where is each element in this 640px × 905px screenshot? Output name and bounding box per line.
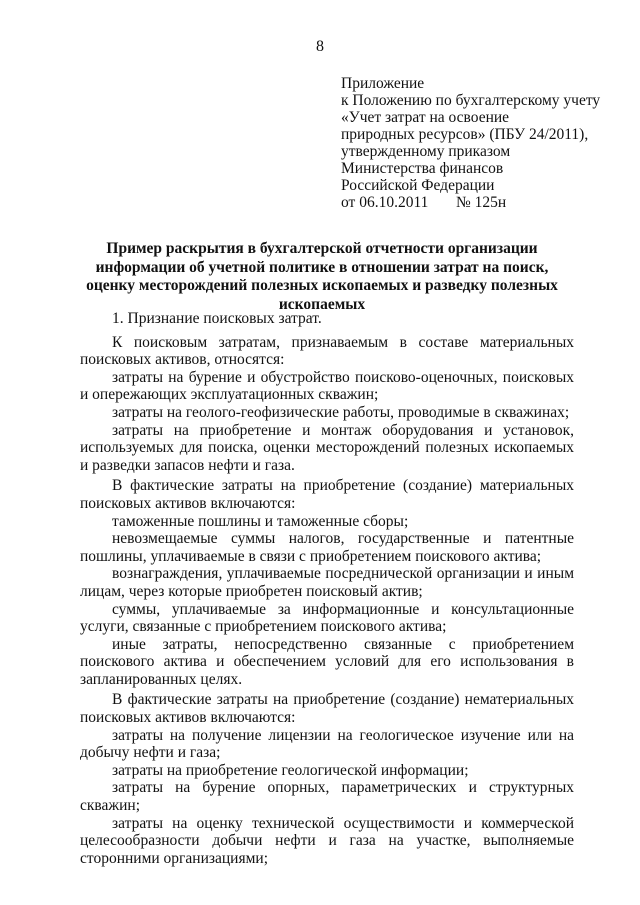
page-number: 8 [316,38,324,55]
appendix-line: природных ресурсов» (ПБУ 24/2011), [341,126,589,143]
paragraph: затраты на бурение опорных, параметрических и структурных скважин; [80,779,574,815]
paragraph: затраты на оценку технической осуществимости и коммерческой целесообразности добычи нефти и газа на участке, выполняемые сторонними организациями; [80,814,574,867]
appendix-line: Российской Федерации [341,177,495,194]
paragraph: невозмещаемые суммы налогов, государственные и патентные пошлины, уплачиваемые в связи с приобретением поискового актива; [80,530,574,565]
appendix-line: Приложение [341,75,425,92]
paragraph: затраты на приобретение геологической информации; [112,761,469,779]
paragraph: затраты на геолого-геофизические работы, проводимые в скважинах; [112,403,570,421]
paragraph: К поисковым затратам, признаваемым в составе материальных поисковых активов, относятся: [80,333,574,369]
appendix-date-line [341,194,631,211]
paragraph: вознаграждения, уплачиваемые посреднической организации и иным лицам, через которые приобретен поисковый актив; [80,565,574,600]
paragraph: затраты на бурение и обустройство поисково-оценочных, поисковых и опережающих эксплуатационных скважин; [80,368,574,404]
appendix-block [341,75,631,211]
paragraph: затраты на получение лицензии на геологическое изучение или на добычу нефти и газа; [80,726,574,762]
paragraph: В фактические затраты на приобретение (создание) материальных поисковых активов включаются: [80,477,574,512]
appendix-line: к Положению по бухгалтерскому учету [341,92,601,109]
appendix-line: утвержденному приказом [341,143,511,160]
document-body [80,310,574,867]
paragraph: иные затраты, непосредственно связанные с приобретением поискового актива и обеспечением условий для его использования в запланированных целях. [80,635,574,688]
order-number: № 125н [456,194,507,211]
document-title: Пример раскрытия в бухгалтерской отчетности организации информации об учетной политике в отношении затрат на поиск, оценку месторождений полезных ископаемых и разведку полезных ископаемых [86,240,558,313]
section-heading: 1. Признание поисковых затрат. [112,310,322,327]
paragraph: таможенные пошлины и таможенные сборы; [112,512,409,530]
order-date: от 06.10.2011 [341,194,429,211]
paragraph: суммы, уплачиваемые за информационные и консультационные услуги, связанные с приобретением поискового актива; [80,600,574,636]
appendix-line: «Учет затрат на освоение [341,109,510,126]
appendix-line: Министерства финансов [341,160,504,177]
paragraph: затраты на приобретение и монтаж оборудования и установок, используемых для поиска, оценки месторождений полезных ископаемых и разведки запасов нефти и газа. [80,421,574,474]
paragraph: В фактические затраты на приобретение (создание) нематериальных поисковых активов включаются: [80,691,574,727]
